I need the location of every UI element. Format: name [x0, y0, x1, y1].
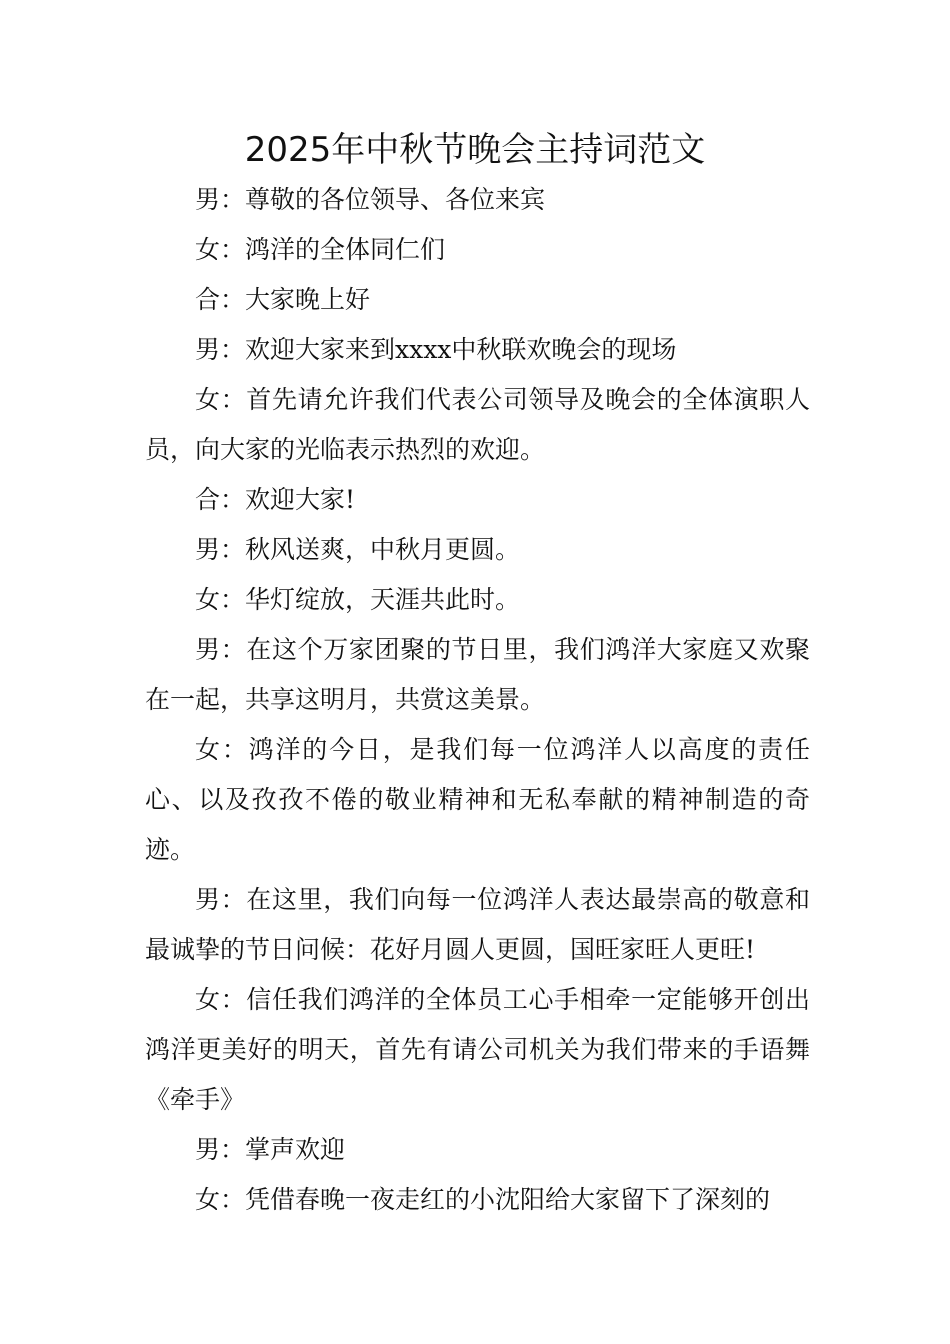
paragraph: 女：凭借春晚一夜走红的小沈阳给大家留下了深刻的: [195, 1185, 771, 1214]
paragraph: 女：鸿洋的全体同仁们: [195, 235, 446, 264]
paragraph: 男：尊敬的各位领导、各位来宾: [195, 185, 546, 214]
paragraph: 合：大家晚上好: [195, 285, 371, 314]
paragraph: 女：华灯绽放，天涯共此时。: [195, 585, 521, 614]
document-body: [145, 175, 810, 1225]
paragraph: 男：在这里，我们向每一位鸿洋人表达最崇高的敬意和最诚挚的节日问候：花好月圆人更圆，国旺家旺人更旺!: [145, 885, 810, 964]
paragraph: 男：掌声欢迎: [195, 1135, 346, 1164]
paragraph: 男：秋风送爽，中秋月更圆。: [195, 535, 521, 564]
paragraph: 男：欢迎大家来到xxxx中秋联欢晚会的现场: [195, 335, 677, 364]
paragraph: 女：首先请允许我们代表公司领导及晚会的全体演职人员，向大家的光临表示热烈的欢迎。: [145, 385, 810, 464]
paragraph: 女：鸿洋的今日，是我们每一位鸿洋人以高度的责任心、以及孜孜不倦的敬业精神和无私奉献的精神制造的奇迹。: [145, 735, 810, 864]
paragraph: 合：欢迎大家!: [195, 485, 356, 514]
document-title: 2025年中秋节晚会主持词范文: [244, 130, 706, 170]
paragraph: 女：信任我们鸿洋的全体员工心手相牵一定能够开创出鸿洋更美好的明天，首先有请公司机关为我们带来的手语舞《牵手》: [145, 985, 810, 1114]
paragraph: 男：在这个万家团聚的节日里，我们鸿洋大家庭又欢聚在一起，共享这明月，共赏这美景。: [145, 635, 810, 714]
